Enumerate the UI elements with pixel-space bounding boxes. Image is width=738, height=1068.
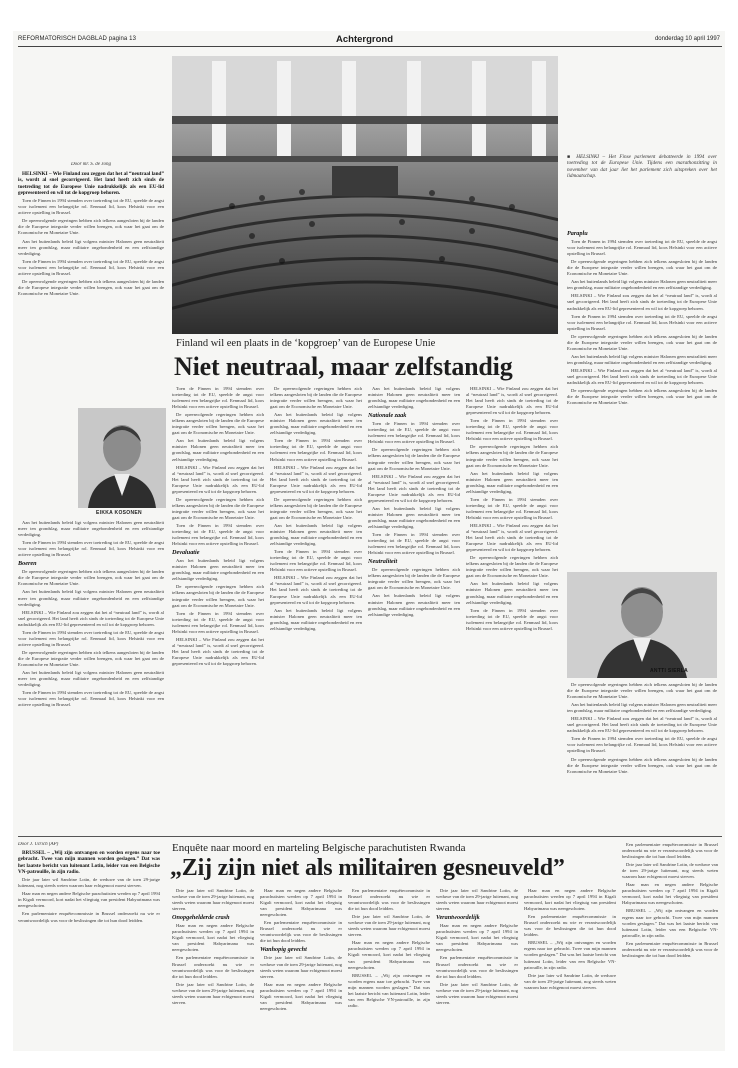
left-lower-paragraph: Aan het buitenlands beleid ligt volgens minister Halonen geen neutraliteit meer ten grondslag, maar militaire ongebondenheid en een zelfstandige verdediging. — [18, 589, 164, 607]
section-title: Achtergrond — [336, 34, 393, 45]
col3-paragraph: Toen de Finnen in 1994 stemden over toetreding tot de EU, speelde de angst voor isolement een belangrijke rol. Eenmaal lid, koos Helsinki voor een actieve opstelling in Brussel. — [270, 438, 362, 462]
portrait-sierla — [567, 572, 717, 678]
article1-lead: HELSINKI – Wie Finland zou zeggen dat het al “neutraal land” is, wordt al snel gecorrigeerd. Het land heeft zich sinds de toetreding tot de Europese Unie nadrukkelijk als een EU-lid gepresenteerd en wil tot de kopgroep behoren. — [18, 171, 164, 196]
parliament-photo — [172, 56, 558, 334]
col4-paragraph: Toen de Finnen in 1994 stemden over toetreding tot de EU, speelde de angst voor isolement een belangrijke rol. Eenmaal lid, koos Helsinki voor een actieve opstelling in Brussel. — [368, 532, 460, 556]
article2-paragraph: BRUSSEL – „Wij zijn ontvangen en worden ergens naar toe gebracht. Twee van mijn mannen worden geslagen.” Dat was het laatste bericht van luitenant Lotin, leider van een Belgische VN-patrouille, in zijn radio. — [622, 908, 718, 938]
article2-paragraph: Drie jaar later wil Sandrine Lotin, de weduwe van de toen 29-jarige luitenant, nog steeds weten waarom haar echtgenoot moest sterven. — [18, 877, 160, 889]
article2-paragraph: Een parlementaire enquêtecommissie in Brussel onderzoekt nu wie er verantwoordelijk was voor de beslissingen die tot hun dood leidden. — [524, 914, 616, 938]
article2-byline: Door J. Ulrich (AP) — [18, 842, 59, 847]
left-lower-paragraph: De opeenvolgende regeringen hebben zich telkens aangesloten bij de landen die de Europese integratie verder willen brengen, ook waar het gaat om de Economische en Monetaire Unie. — [18, 649, 164, 667]
right-lower-paragraph: De opeenvolgende regeringen hebben zich telkens aangesloten bij de landen die de Europese integratie verder willen brengen, ook waar het gaat om de Economische en Monetaire Unie. — [567, 682, 717, 700]
main-photo-caption: ■ HELSINKI – Het Finse parlement debatteerde in 1994 over toetreding tot de Europese Unie. Tijdens een marathonzitting in november van dat jaar liet het parlement zich uitspreken over het lidmaatschap. — [567, 154, 717, 180]
left-lower-paragraph: Toen de Finnen in 1994 stemden over toetreding tot de EU, speelde de angst voor isolement een belangrijke rol. Eenmaal lid, koos Helsinki voor een actieve opstelling in Brussel. — [18, 690, 164, 708]
subhead-onopgehelderde-crash: Onopgehelderde crash — [172, 914, 230, 922]
article2-paragraph: Haar man en negen andere Belgische parachutisten werden op 7 april 1994 in Kigali vermoord, kort nadat het vliegtuig van president Habyarimana was neergeschoten. — [524, 888, 616, 912]
left-col-paragraph: De opeenvolgende regeringen hebben zich telkens aangesloten bij de landen die de Europese integratie verder willen brengen, ook waar het gaat om de Economische en Monetaire Unie. — [18, 218, 164, 236]
article2-lead: BRUSSEL – „Wij zijn ontvangen en worden ergens naar toe gebracht. Twee van mijn mannen worden geslagen.” Dat was het laatste bericht van luitenant Lotin, leider van een Belgische VN-patrouille, in zijn radio. — [18, 850, 160, 875]
article2-paragraph: Haar man en negen andere Belgische parachutisten werden op 7 april 1994 in Kigali vermoord, kort nadat het vliegtuig van president Habyarimana was neergeschoten. — [622, 882, 718, 906]
right-col-paragraph: De opeenvolgende regeringen hebben zich telkens aangesloten bij de landen die de Europese integratie verder willen brengen, ook waar het gaat om de Economische en Monetaire Unie. — [567, 388, 717, 406]
article1-right-lower-column — [567, 682, 717, 832]
right-col-paragraph: De opeenvolgende regeringen hebben zich telkens aangesloten bij de landen die de Europese integratie verder willen brengen, ook waar het gaat om de Economische en Monetaire Unie. — [567, 333, 717, 351]
article1-column-4 — [368, 386, 460, 832]
col2-paragraph: HELSINKI – Wie Finland zou zeggen dat het al “neutraal land” is, wordt al snel gecorrigeerd. Het land heeft zich sinds de toetreding tot de Europese Unie nadrukkelijk als een EU-lid gepresenteerd en wil tot de kopgroep behoren. — [172, 636, 264, 666]
col5-paragraph: Toen de Finnen in 1994 stemden over toetreding tot de EU, speelde de angst voor isolement een belangrijke rol. Eenmaal lid, koos Helsinki voor een actieve opstelling in Brussel. — [466, 418, 558, 442]
left-col-paragraph: Aan het buitenlands beleid ligt volgens minister Halonen geen neutraliteit meer ten grondslag, maar militaire ongebondenheid en een zelfstandige verdediging. — [18, 238, 164, 256]
article2-left-column — [18, 842, 160, 1048]
col2-paragraph: HELSINKI – Wie Finland zou zeggen dat het al “neutraal land” is, wordt al snel gecorrigeerd. Het land heeft zich sinds de toetreding tot de Europese Unie nadrukkelijk als een EU-lid gepresenteerd en wil tot de kopgroep behoren. — [172, 464, 264, 494]
left-col-paragraph: Toen de Finnen in 1994 stemden over toetreding tot de EU, speelde de angst voor isolement een belangrijke rol. Eenmaal lid, koos Helsinki voor een actieve opstelling in Brussel. — [18, 198, 164, 216]
right-col-paragraph: HELSINKI – Wie Finland zou zeggen dat het al “neutraal land” is, wordt al snel gecorrigeerd. Het land heeft zich sinds de toetreding tot de Europese Unie nadrukkelijk als een EU-lid gepresenteerd en wil tot de kopgroep behoren. — [567, 293, 717, 311]
portrait-kosonen — [78, 408, 166, 508]
subhead-nationale-zaak: Nationale zaak — [368, 412, 407, 420]
subhead-neutraliteit: Neutraliteit — [368, 558, 398, 566]
article1-kicker: Finland wil een plaats in de ‘kopgroep’ van de Europese Unie — [176, 338, 436, 349]
article1-headline: Niet neutraal, maar zelfstandig — [174, 352, 513, 381]
right-col-paragraph: Toen de Finnen in 1994 stemden over toetreding tot de EU, speelde de angst voor isolement een belangrijke rol. Eenmaal lid, koos Helsinki voor een actieve opstelling in Brussel. — [567, 239, 717, 257]
subhead-paraplu: Paraplu — [567, 230, 588, 237]
portrait-kosonen-caption: EIKKA KOSONEN — [96, 510, 142, 516]
col5-paragraph: Toen de Finnen in 1994 stemden over toetreding tot de EU, speelde de angst voor isolement een belangrijke rol. Eenmaal lid, koos Helsinki voor een actieve opstelling in Brussel. — [466, 496, 558, 520]
article2-paragraph: Een parlementaire enquêtecommissie in Brussel onderzoekt nu wie er verantwoordelijk was voor de beslissingen die tot hun dood leidden. — [622, 842, 718, 860]
article2-paragraph: Een parlementaire enquêtecommissie in Brussel onderzoekt nu wie er verantwoordelijk was voor de beslissingen die tot hun dood leidden. — [436, 955, 518, 979]
col2-paragraph: Toen de Finnen in 1994 stemden over toetreding tot de EU, speelde de angst voor isolement een belangrijke rol. Eenmaal lid, koos Helsinki voor een actieve opstelling in Brussel. — [172, 386, 264, 410]
masthead-rule — [18, 46, 722, 47]
article2-paragraph: Haar man en negen andere Belgische parachutisten werden op 7 april 1994 in Kigali vermoord, kort nadat het vliegtuig van president Habyarimana was neergeschoten. — [172, 923, 254, 953]
article1-left-column — [18, 162, 164, 408]
masthead — [18, 34, 722, 44]
right-col-paragraph: HELSINKI – Wie Finland zou zeggen dat het al “neutraal land” is, wordt al snel gecorrigeerd. Het land heeft zich sinds de toetreding tot de Europese Unie nadrukkelijk als een EU-lid gepresenteerd en wil tot de kopgroep behoren. — [567, 367, 717, 386]
col5-paragraph: Toen de Finnen in 1994 stemden over toetreding tot de EU, speelde de angst voor isolement een belangrijke rol. Eenmaal lid, koos Helsinki voor een actieve opstelling in Brussel. — [466, 607, 558, 631]
right-col-paragraph: De opeenvolgende regeringen hebben zich telkens aangesloten bij de landen die de Europese integratie verder willen brengen, ook waar het gaat om de Economische en Monetaire Unie. — [567, 259, 717, 277]
col2-paragraph: De opeenvolgende regeringen hebben zich telkens aangesloten bij de landen die de Europese integratie verder willen brengen, ook waar het gaat om de Economische en Monetaire Unie. — [172, 496, 264, 520]
issue-date: donderdag 10 april 1997 — [654, 36, 720, 42]
left-col-paragraph: De opeenvolgende regeringen hebben zich telkens aangesloten bij de landen die de Europese integratie verder willen brengen, ook waar het gaat om de Economische en Monetaire Unie. — [18, 278, 164, 296]
article2-paragraph: Een parlementaire enquêtecommissie in Brussel onderzoekt nu wie er verantwoordelijk was voor de beslissingen die tot hun dood leidden. — [260, 920, 342, 944]
article2-column-6 — [524, 888, 616, 1050]
article2-paragraph: Drie jaar later wil Sandrine Lotin, de weduwe van de toen 29-jarige luitenant, nog steeds weten waarom haar echtgenoot moest sterven. — [348, 914, 430, 938]
paper-page-label: REFORMATORISCH DAGBLAD pagina 13 — [18, 36, 137, 42]
article2-paragraph: Een parlementaire enquêtecommissie in Brussel onderzoekt nu wie er verantwoordelijk was voor de beslissingen die tot hun dood leidden. — [622, 940, 718, 958]
article1-column-2 — [172, 386, 264, 832]
left-lower-paragraph: Aan het buitenlands beleid ligt volgens minister Halonen geen neutraliteit meer ten grondslag, maar militaire ongebondenheid en een zelfstandige verdediging. — [18, 520, 164, 538]
col3-paragraph: Aan het buitenlands beleid ligt volgens minister Halonen geen neutraliteit meer ten grondslag, maar militaire ongebondenheid en een zelfstandige verdediging. — [270, 607, 362, 631]
article2-paragraph: Een parlementaire enquêtecommissie in Brussel onderzoekt nu wie er verantwoordelijk was voor de beslissingen die tot hun dood leidden. — [18, 911, 160, 923]
col4-paragraph: De opeenvolgende regeringen hebben zich telkens aangesloten bij de landen die de Europese integratie verder willen brengen, ook waar het gaat om de Economische en Monetaire Unie. — [368, 447, 460, 471]
portrait-kosonen-image — [78, 408, 166, 508]
col3-paragraph: Aan het buitenlands beleid ligt volgens minister Halonen geen neutraliteit meer ten grondslag, maar militaire ongebondenheid en een zelfstandige verdediging. — [270, 522, 362, 547]
col3-paragraph: Aan het buitenlands beleid ligt volgens minister Halonen geen neutraliteit meer ten grondslag, maar militaire ongebondenheid en een zelfstandige verdediging. — [270, 412, 362, 436]
article1-byline: Door mr. S. de Jong — [71, 162, 111, 167]
article1-right-column — [567, 228, 717, 570]
subhead-wanhopig-gevecht: Wanhopig gevecht — [260, 946, 307, 954]
article1-left-lower-column — [18, 520, 164, 832]
article2-paragraph: BRUSSEL – „Wij zijn ontvangen en worden ergens naar toe gebracht. Twee van mijn mannen worden geslagen.” Dat was het laatste bericht van luitenant Lotin, leider van een Belgische VN-patrouille, in zijn radio. — [524, 940, 616, 970]
col3-paragraph: De opeenvolgende regeringen hebben zich telkens aangesloten bij de landen die de Europese integratie verder willen brengen, ook waar het gaat om de Economische en Monetaire Unie. — [270, 386, 362, 410]
article2-paragraph: Drie jaar later wil Sandrine Lotin, de weduwe van de toen 29-jarige luitenant, nog steeds weten waarom haar echtgenoot moest sterven. — [524, 972, 616, 990]
col2-paragraph: Toen de Finnen in 1994 stemden over toetreding tot de EU, speelde de angst voor isolement een belangrijke rol. Eenmaal lid, koos Helsinki voor een actieve opstelling in Brussel. — [172, 610, 264, 634]
article2-column-2 — [172, 888, 254, 1050]
col4-paragraph: Aan het buitenlands beleid ligt volgens minister Halonen geen neutraliteit meer ten grondslag, maar militaire ongebondenheid en een zelfstandige verdediging. — [368, 386, 460, 410]
left-lower-paragraph: Toen de Finnen in 1994 stemden over toetreding tot de EU, speelde de angst voor isolement een belangrijke rol. Eenmaal lid, koos Helsinki voor een actieve opstelling in Brussel. — [18, 540, 164, 558]
subhead-boeren: Boeren — [18, 560, 37, 568]
article2-paragraph: Haar man en negen andere Belgische parachutisten werden op 7 april 1994 in Kigali vermoord, kort nadat het vliegtuig van president Habyarimana was neergeschoten. — [260, 981, 342, 1011]
col5-paragraph: De opeenvolgende regeringen hebben zich telkens aangesloten bij de landen die de Europese integratie verder willen brengen, ook waar het gaat om de Economische en Monetaire Unie. — [466, 444, 558, 468]
left-lower-paragraph: HELSINKI – Wie Finland zou zeggen dat het al “neutraal land” is, wordt al snel gecorrigeerd. Het land heeft zich sinds de toetreding tot de Europese Unie nadrukkelijk als een EU-lid gepresenteerd en wil tot de kopgroep behoren. — [18, 609, 164, 627]
col4-paragraph: De opeenvolgende regeringen hebben zich telkens aangesloten bij de landen die de Europese integratie verder willen brengen, ook waar het gaat om de Economische en Monetaire Unie. — [368, 567, 460, 591]
portrait-sierla-image — [567, 572, 717, 678]
portrait-sierla-caption: ANTTI SIERLA — [650, 668, 689, 674]
col5-paragraph: HELSINKI – Wie Finland zou zeggen dat het al “neutraal land” is, wordt al snel gecorrigeerd. Het land heeft zich sinds de toetreding tot de Europese Unie nadrukkelijk als een EU-lid gepresenteerd en wil tot de kopgroep behoren. — [466, 522, 558, 553]
col2-paragraph: De opeenvolgende regeringen hebben zich telkens aangesloten bij de landen die de Europese integratie verder willen brengen, ook waar het gaat om de Economische en Monetaire Unie. — [172, 412, 264, 436]
parliament-photo-image — [172, 56, 558, 334]
right-col-paragraph: Aan het buitenlands beleid ligt volgens minister Halonen geen neutraliteit meer ten grondslag, maar militaire ongebondenheid en een zelfstandige verdediging. — [567, 353, 717, 365]
article2-column-4 — [348, 888, 430, 1050]
col3-paragraph: HELSINKI – Wie Finland zou zeggen dat het al “neutraal land” is, wordt al snel gecorrigeerd. Het land heeft zich sinds de toetreding tot de Europese Unie nadrukkelijk als een EU-lid gepresenteerd en wil tot de kopgroep behoren. — [270, 575, 362, 605]
article2-paragraph: Haar man en negen andere Belgische parachutisten werden op 7 april 1994 in Kigali vermoord, kort nadat het vliegtuig van president Habyarimana was neergeschoten. — [18, 891, 160, 909]
right-lower-paragraph: Aan het buitenlands beleid ligt volgens minister Halonen geen neutraliteit meer ten grondslag, maar militaire ongebondenheid en een zelfstandige verdediging. — [567, 702, 717, 714]
article1-column-3 — [270, 386, 362, 832]
article2-paragraph: Drie jaar later wil Sandrine Lotin, de weduwe van de toen 29-jarige luitenant, nog steeds weten waarom haar echtgenoot moest sterven. — [172, 888, 254, 912]
article2-column-5 — [436, 888, 518, 1050]
col3-paragraph: Toen de Finnen in 1994 stemden over toetreding tot de EU, speelde de angst voor isolement een belangrijke rol. Eenmaal lid, koos Helsinki voor een actieve opstelling in Brussel. — [270, 549, 362, 573]
article2-paragraph: Drie jaar later wil Sandrine Lotin, de weduwe van de toen 29-jarige luitenant, nog steeds weten waarom haar echtgenoot moest sterven. — [436, 981, 518, 1005]
col5-paragraph: HELSINKI – Wie Finland zou zeggen dat het al “neutraal land” is, wordt al snel gecorrigeerd. Het land heeft zich sinds de toetreding tot de Europese Unie nadrukkelijk als een EU-lid gepresenteerd en wil tot de kopgroep behoren. — [466, 386, 558, 416]
col2-paragraph: Aan het buitenlands beleid ligt volgens minister Halonen geen neutraliteit meer ten grondslag, maar militaire ongebondenheid en een zelfstandige verdediging. — [172, 438, 264, 462]
article2-paragraph: Drie jaar later wil Sandrine Lotin, de weduwe van de toen 29-jarige luitenant, nog steeds weten waarom haar echtgenoot moest sterven. — [260, 955, 342, 979]
col4-paragraph: Aan het buitenlands beleid ligt volgens minister Halonen geen neutraliteit meer ten grondslag, maar militaire ongebondenheid en een zelfstandige verdediging. — [368, 593, 460, 617]
article2-paragraph: Haar man en negen andere Belgische parachutisten werden op 7 april 1994 in Kigali vermoord, kort nadat het vliegtuig van president Habyarimana was neergeschoten. — [436, 923, 518, 953]
left-lower-paragraph: Toen de Finnen in 1994 stemden over toetreding tot de EU, speelde de angst voor isolement een belangrijke rol. Eenmaal lid, koos Helsinki voor een actieve opstelling in Brussel. — [18, 629, 164, 647]
col2-paragraph: Toen de Finnen in 1994 stemden over toetreding tot de EU, speelde de angst voor isolement een belangrijke rol. Eenmaal lid, koos Helsinki voor een actieve opstelling in Brussel. — [172, 522, 264, 547]
col4-paragraph: Toen de Finnen in 1994 stemden over toetreding tot de EU, speelde de angst voor isolement een belangrijke rol. Eenmaal lid, koos Helsinki voor een actieve opstelling in Brussel. — [368, 421, 460, 445]
article2-paragraph: Haar man en negen andere Belgische parachutisten werden op 7 april 1994 in Kigali vermoord, kort nadat het vliegtuig van president Habyarimana was neergeschoten. — [260, 888, 342, 918]
col5-paragraph: Aan het buitenlands beleid ligt volgens minister Halonen geen neutraliteit meer ten grondslag, maar militaire ongebondenheid en een zelfstandige verdediging. — [466, 470, 558, 494]
left-col-paragraph: Toen de Finnen in 1994 stemden over toetreding tot de EU, speelde de angst voor isolement een belangrijke rol. Eenmaal lid, koos Helsinki voor een actieve opstelling in Brussel. — [18, 258, 164, 276]
col5-paragraph: Aan het buitenlands beleid ligt volgens minister Halonen geen neutraliteit meer ten grondslag, maar militaire ongebondenheid en een zelfstandige verdediging. — [466, 581, 558, 605]
article2-headline: „Zij zijn niet als militairen gesneuveld” — [170, 855, 565, 881]
col4-paragraph: Aan het buitenlands beleid ligt volgens minister Halonen geen neutraliteit meer ten grondslag, maar militaire ongebondenheid en een zelfstandige verdediging. — [368, 505, 460, 529]
right-col-paragraph: Toen de Finnen in 1994 stemden over toetreding tot de EU, speelde de angst voor isolement een belangrijke rol. Eenmaal lid, koos Helsinki voor een actieve opstelling in Brussel. — [567, 313, 717, 331]
article2-column-3 — [260, 888, 342, 1050]
article2-kicker: Enquête naar moord en marteling Belgische parachutisten Rwanda — [172, 842, 466, 854]
article2-column-7 — [622, 842, 718, 1050]
col2-paragraph: Aan het buitenlands beleid ligt volgens minister Halonen geen neutraliteit meer ten grondslag, maar militaire ongebondenheid en een zelfstandige verdediging. — [172, 558, 264, 582]
main-photo-caption-text: HELSINKI – Het Finse parlement debatteerde in 1994 over toetreding tot de Europese Unie. Tijdens een marathonzitting in november van dat jaar liet het parlement zich uitspreken over het lidmaatschap. — [567, 154, 717, 180]
article2-paragraph: Drie jaar later wil Sandrine Lotin, de weduwe van de toen 29-jarige luitenant, nog steeds weten waarom haar echtgenoot moest sterven. — [436, 888, 518, 912]
right-lower-paragraph: Toen de Finnen in 1994 stemden over toetreding tot de EU, speelde de angst voor isolement een belangrijke rol. Eenmaal lid, koos Helsinki voor een actieve opstelling in Brussel. — [567, 736, 717, 754]
article2-paragraph: Een parlementaire enquêtecommissie in Brussel onderzoekt nu wie er verantwoordelijk was voor de beslissingen die tot hun dood leidden. — [172, 955, 254, 979]
article2-paragraph: Haar man en negen andere Belgische parachutisten werden op 7 april 1994 in Kigali vermoord, kort nadat het vliegtuig van president Habyarimana was neergeschoten. — [348, 940, 430, 970]
col5-paragraph: De opeenvolgende regeringen hebben zich telkens aangesloten bij de landen die de Europese integratie verder willen brengen, ook waar het gaat om de Economische en Monetaire Unie. — [466, 555, 558, 579]
article2-paragraph: Drie jaar later wil Sandrine Lotin, de weduwe van de toen 29-jarige luitenant, nog steeds weten waarom haar echtgenoot moest sterven. — [622, 862, 718, 880]
article1-column-5 — [466, 386, 558, 832]
subhead-devaluatie: Devaluatie — [172, 549, 200, 557]
article2-paragraph: BRUSSEL – „Wij zijn ontvangen en worden ergens naar toe gebracht. Twee van mijn mannen worden geslagen.” Dat was het laatste bericht van luitenant Lotin, leider van een Belgische VN-patrouille, in zijn radio. — [348, 972, 430, 1008]
right-lower-paragraph: HELSINKI – Wie Finland zou zeggen dat het al “neutraal land” is, wordt al snel gecorrigeerd. Het land heeft zich sinds de toetreding tot de Europese Unie nadrukkelijk als een EU-lid gepresenteerd en wil tot de kopgroep behoren. — [567, 716, 717, 734]
left-lower-paragraph: Aan het buitenlands beleid ligt volgens minister Halonen geen neutraliteit meer ten grondslag, maar militaire ongebondenheid en een zelfstandige verdediging. — [18, 670, 164, 688]
col3-paragraph: HELSINKI – Wie Finland zou zeggen dat het al “neutraal land” is, wordt al snel gecorrigeerd. Het land heeft zich sinds de toetreding tot de Europese Unie nadrukkelijk als een EU-lid gepresenteerd en wil tot de kopgroep behoren. — [270, 464, 362, 494]
article2-paragraph: Een parlementaire enquêtecommissie in Brussel onderzoekt nu wie er verantwoordelijk was voor de beslissingen die tot hun dood leidden. — [348, 888, 430, 912]
right-lower-paragraph: De opeenvolgende regeringen hebben zich telkens aangesloten bij de landen die de Europese integratie verder willen brengen, ook waar het gaat om de Economische en Monetaire Unie. — [567, 756, 717, 774]
subhead-verantwoordelijk: Verantwoordelijk — [436, 914, 480, 922]
article2-paragraph: Drie jaar later wil Sandrine Lotin, de weduwe van de toen 29-jarige luitenant, nog steeds weten waarom haar echtgenoot moest sterven. — [172, 981, 254, 1005]
col4-paragraph: HELSINKI – Wie Finland zou zeggen dat het al “neutraal land” is, wordt al snel gecorrigeerd. Het land heeft zich sinds de toetreding tot de Europese Unie nadrukkelijk als een EU-lid gepresenteerd en wil tot de kopgroep behoren. — [368, 473, 460, 503]
col2-paragraph: De opeenvolgende regeringen hebben zich telkens aangesloten bij de landen die de Europese integratie verder willen brengen, ook waar het gaat om de Economische en Monetaire Unie. — [172, 584, 264, 608]
left-lower-paragraph: De opeenvolgende regeringen hebben zich telkens aangesloten bij de landen die de Europese integratie verder willen brengen, ook waar het gaat om de Economische en Monetaire Unie. — [18, 569, 164, 587]
article-divider — [18, 836, 722, 837]
right-col-paragraph: Aan het buitenlands beleid ligt volgens minister Halonen geen neutraliteit meer ten grondslag, maar militaire ongebondenheid en een zelfstandige verdediging. — [567, 279, 717, 291]
col3-paragraph: De opeenvolgende regeringen hebben zich telkens aangesloten bij de landen die de Europese integratie verder willen brengen, ook waar het gaat om de Economische en Monetaire Unie. — [270, 496, 362, 520]
